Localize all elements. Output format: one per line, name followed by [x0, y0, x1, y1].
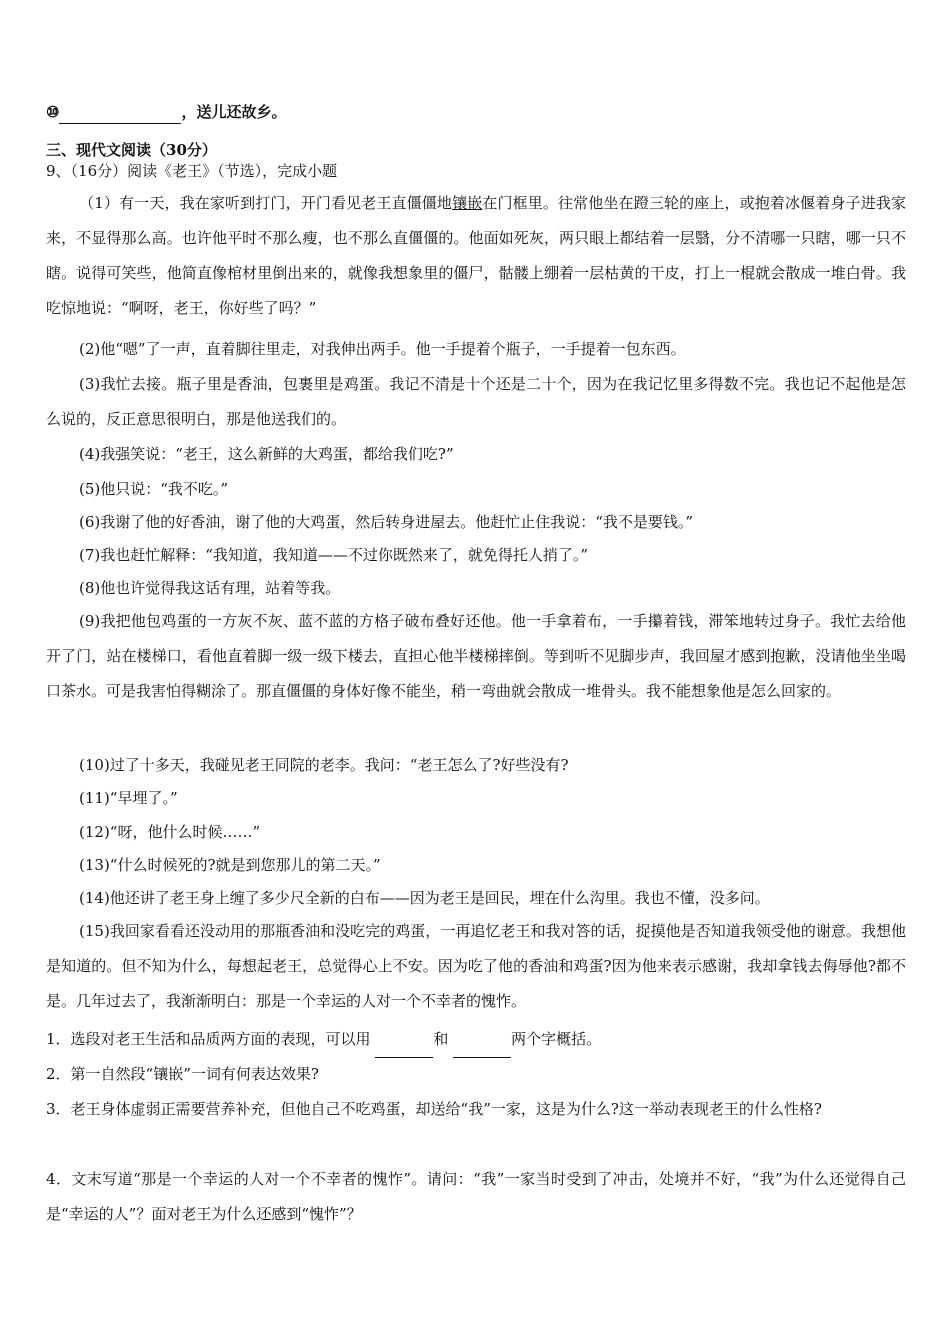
answer-blank[interactable] — [59, 101, 181, 124]
passage-paragraph-14: (14)他还讲了老王身上缠了多少尺全新的白布——因为老王是回民，埋在什么沟里。我也不懂，没多问。 — [79, 889, 770, 907]
passage-paragraph-1: （1）有一天，我在家听到打门，开门看见老王直僵僵地镶嵌在门框里。往常他坐在蹬三轮的座上，或抱着冰偃着身子进我家来，不显得那么高。也许他平时不那么瘦，也不那么直僵僵的。他面如死灰，两只眼上都结着一层翳，分不清哪一只瞎，哪一只不瞎。说得可笑些，他简直像棺材里倒出来的，就像我想象里的僵尸，骷髅上绷着一层枯黄的干皮，打上一棍就会散成一堆白骨。我吃惊地说：“啊呀，老王，你好些了吗？” — [46, 194, 906, 317]
passage-paragraph-2: (2)他“嗯”了一声，直着脚往里走，对我伸出两手。他一手提着个瓶子，一手提着一包东西。 — [79, 340, 686, 358]
question-header: 9、（16分）阅读《老王》（节选），完成小题 — [46, 162, 338, 180]
section-title: 三、现代文阅读（30分） — [46, 141, 217, 159]
passage-paragraph-6: (6)我谢了他的好香油，谢了他的大鸡蛋，然后转身进屋去。他赶忙止住我说：“我不是要钱。” — [79, 513, 694, 531]
passage-paragraph-13: (13)“什么时候死的?就是到您那儿的第二天。” — [79, 856, 381, 874]
fill-in-line — [46, 101, 286, 124]
answer-blank[interactable] — [453, 1022, 511, 1058]
question-2: 2．第一自然段“镶嵌”一词有何表达效果? — [46, 1065, 319, 1083]
underlined-word: 镶嵌 — [452, 194, 483, 212]
passage-paragraph-8: (8)他也许觉得我这话有理，站着等我。 — [79, 579, 341, 597]
passage-paragraph-5: (5)他只说：“我不吃。” — [79, 480, 229, 498]
passage-paragraph-15: (15)我回家看看还没动用的那瓶香油和没吃完的鸡蛋，一再追忆老王和我对答的话，捉摸他是否知道我领受他的谢意。我想他是知道的。但不知为什么，每想起老王，总觉得心上不安。因为吃了他的香油和鸡蛋?因为他来表示感谢，我却拿钱去侮辱他?都不是。几年过去了，我渐渐明白：那是一个幸运的人对一个不幸者的愧怍。 — [46, 922, 906, 1010]
passage-paragraph-3: (3)我忙去接。瓶子里是香油，包裹里是鸡蛋。我记不清是十个还是二十个，因为在我记忆里多得数不完。我也记不起他是怎么说的，反正意思很明白，那是他送我们的。 — [46, 375, 906, 428]
fill-line-suffix: ，送儿还故乡。 — [181, 103, 287, 121]
passage-paragraph-4: (4)我强笑说：“老王，这么新鲜的大鸡蛋，都给我们吃?” — [79, 445, 454, 463]
question-4: 4．文末写道“那是一个幸运的人对一个不幸者的愧怍”。请问：“我”一家当时受到了冲击，处境并不好，“我”为什么还觉得自己是“幸运的人”？面对老王为什么还感到“愧怍”？ — [46, 1170, 906, 1223]
question-1: 1．选段对老王生活和品质两方面的表现，可以用 和 两个字概括。 — [46, 1022, 906, 1058]
question-3: 3．老王身体虚弱正需要营养补充，但他自己不吃鸡蛋，却送给“我”一家，这是为什么?这一举动表现老王的什么性格? — [46, 1100, 822, 1118]
passage-paragraph-12: (12)“呀，他什么时候……” — [79, 823, 261, 841]
item-marker: ⑩ — [46, 103, 60, 121]
passage-paragraph-11: (11)“早埋了。” — [79, 789, 178, 807]
answer-blank[interactable] — [375, 1022, 433, 1058]
passage-paragraph-10: (10)过了十多天，我碰见老王同院的老李。我问：“老王怎么了?好些没有? — [79, 756, 569, 774]
passage-paragraph-7: (7)我也赶忙解释：“我知道，我知道——不过你既然来了，就免得托人捎了。” — [79, 546, 589, 564]
passage-paragraph-9: (9)我把他包鸡蛋的一方灰不灰、蓝不蓝的方格子破布叠好还他。他一手拿着布，一手攥着钱，滞笨地转过身子。我忙去给他开了门，站在楼梯口，看他直着脚一级一级下楼去，直担心他半楼梯摔倒。等到听不见脚步声，我回屋才感到抱歉，没请他坐坐喝口茶水。可是我害怕得糊涂了。那直僵僵的身体好像不能坐，稍一弯曲就会散成一堆骨头。我不能想象他是怎么回家的。 — [46, 612, 906, 700]
